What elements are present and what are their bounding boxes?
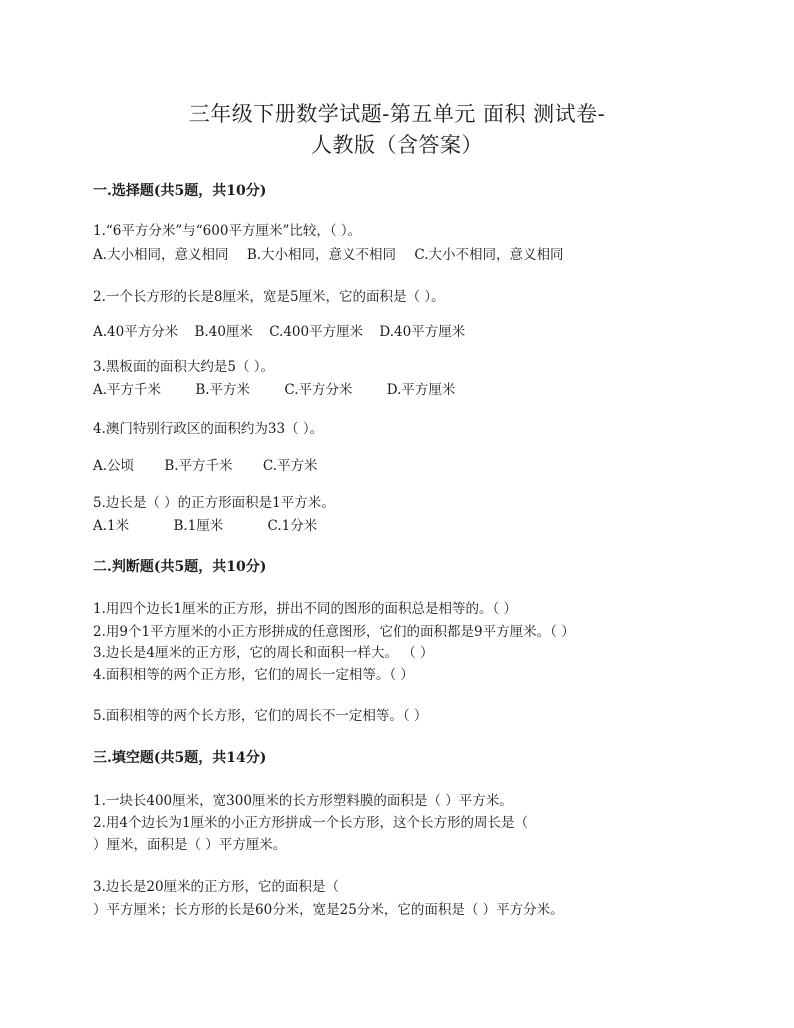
page-title-line1: 三年级下册数学试题-第五单元 面积 测试卷- [188, 102, 606, 126]
page-title-line2: 人教版（含答案） [311, 133, 483, 157]
option-c: C.大小不相同，意义相同 [414, 247, 564, 263]
question-text: 1.“6平方分米”与“600平方厘米”比较，（ ）。 [93, 223, 362, 239]
option-c: C.1分米 [267, 518, 318, 534]
option-b: B.40厘米 [194, 324, 253, 340]
section-heading-choice: 一.选择题(共5题，共10分) [93, 183, 267, 199]
question-options [93, 320, 465, 340]
option-c: C.400平方厘米 [269, 324, 364, 340]
question-text: 4.澳门特别行政区的面积约为33（ ）。 [93, 421, 324, 437]
question-text: 3.黑板面的面积大约是5（ ）。 [93, 359, 275, 375]
question-text: 2.用9个1平方厘米的小正方形拼成的任意图形，它们的面积都是9平方厘米。（ ） [93, 624, 575, 640]
option-b: B.大小相同，意义不相同 [246, 247, 397, 263]
question-text: 2.一个长方形的长是8厘米，宽是5厘米，它的面积是（ ）。 [93, 289, 445, 305]
option-a: A.平方千米 [93, 382, 162, 398]
option-b: B.1厘米 [173, 518, 224, 534]
question-text: 3.边长是20厘米的正方形，它的面积是（ [93, 879, 340, 895]
question-text: 3.边长是4厘米的正方形，它的周长和面积一样大。 （ ） [93, 645, 434, 661]
section-heading-judge: 二.判断题(共5题，共10分) [93, 559, 267, 575]
question-text: ）平方厘米；长方形的长是60分米，宽是25分米，它的面积是（ ）平方分米。 [93, 902, 564, 918]
option-d: D.平方厘米 [386, 382, 456, 398]
section-heading-fill: 三.填空题(共5题，共14分) [93, 750, 267, 766]
option-a: A.40平方分米 [93, 324, 179, 340]
question-text: 5.面积相等的两个长方形，它们的周长不一定相等。（ ） [93, 708, 428, 724]
question-text: 4.面积相等的两个正方形，它们的周长一定相等。（ ） [93, 667, 414, 683]
option-b: B.平方千米 [164, 458, 233, 474]
option-b: B.平方米 [195, 382, 251, 398]
option-c: C.平方分米 [284, 382, 353, 398]
option-d: D.40平方厘米 [379, 324, 466, 340]
question-text: 2.用4个边长为1厘米的小正方形拼成一个长方形，这个长方形的周长是（ [93, 815, 529, 831]
question-options [93, 514, 317, 534]
option-a: A.公顷 [93, 458, 135, 474]
question-text: 1.一块长400厘米，宽300厘米的长方形塑料膜的面积是（ ）平方米。 [93, 793, 513, 809]
option-a: A.大小相同，意义相同 [93, 247, 229, 263]
option-a: A.1米 [93, 518, 130, 534]
question-options [93, 454, 318, 474]
question-options [93, 378, 455, 398]
question-text: 1.用四个边长1厘米的正方形，拼出不同的图形的面积总是相等的。（ ） [93, 601, 518, 617]
question-text: 5.边长是（ ）的正方形面积是1平方米。 [93, 495, 335, 511]
question-options [93, 243, 564, 263]
option-c: C.平方米 [262, 458, 318, 474]
question-text: ）厘米，面积是（ ）平方厘米。 [93, 837, 287, 853]
